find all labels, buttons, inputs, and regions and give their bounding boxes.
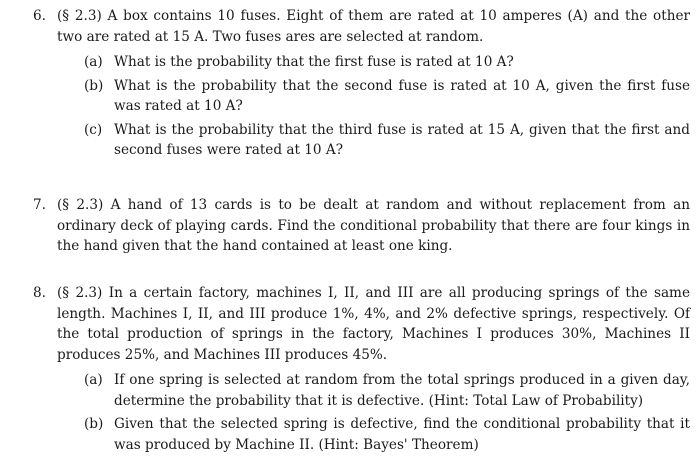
subquestion-list <box>57 370 690 455</box>
subquestion-text: What is the probability that the second fuse is rated at 10 A, given the first fuse was rated at 10 A? <box>114 77 690 114</box>
problem-statement: (§ 2.3) A hand of 13 cards is to be dealt at random and without replacement from an ordinary deck of playing cards. Find the conditional probability that there are four kings in the hand given that the hand contained at least one king. <box>57 197 690 254</box>
subquestion-text: If one spring is selected at random from the total springs produced in a given day, determine the probability that it is defective. (Hint: Total Law of Probability) <box>114 372 690 409</box>
subquestion-text: What is the probability that the third fuse is rated at 15 A, given that the first and second fuses were rated at 10 A? <box>114 121 690 158</box>
subquestion-label: (a) <box>84 372 103 388</box>
subquestion-label: (b) <box>84 77 104 94</box>
problem-7 <box>0 195 690 257</box>
problem-number: 8. <box>33 285 46 301</box>
subquestion-list <box>57 52 690 161</box>
problem-statement: (§ 2.3) A box contains 10 fuses. Eight of them are rated at 10 amperes (A) and the other two are rated at 15 A. Two fuses ares are selected at random. <box>57 8 690 45</box>
subquestion-b <box>84 76 690 117</box>
problem-6 <box>0 6 690 161</box>
problem-statement: (§ 2.3) In a certain factory, machines I, II, and III are all producing springs of the same length. Machines I, II, and III produce 1%, 4%, and 2% defective springs, respectively. Of the total production of springs in the factory, Machines I produces 30%, Machines II produces 25%, and Machines III produces 45%. <box>57 285 690 363</box>
subquestion-label: (c) <box>84 121 103 138</box>
subquestion-text: Given that the selected spring is defective, find the conditional probability that it was produced by Machine II. (Hint: Bayes' Theorem) <box>114 416 690 453</box>
subquestion-a <box>84 52 690 73</box>
subquestion-a <box>84 370 690 411</box>
subquestion-label: (b) <box>84 416 104 432</box>
subquestion-label: (a) <box>84 54 103 70</box>
subquestion-b <box>84 414 690 455</box>
problem-8 <box>0 283 690 455</box>
subquestion-text: What is the probability that the first fuse is rated at 10 A? <box>114 54 514 70</box>
problem-number: 7. <box>33 197 46 213</box>
problem-number: 6. <box>33 8 46 24</box>
subquestion-c <box>84 120 690 161</box>
